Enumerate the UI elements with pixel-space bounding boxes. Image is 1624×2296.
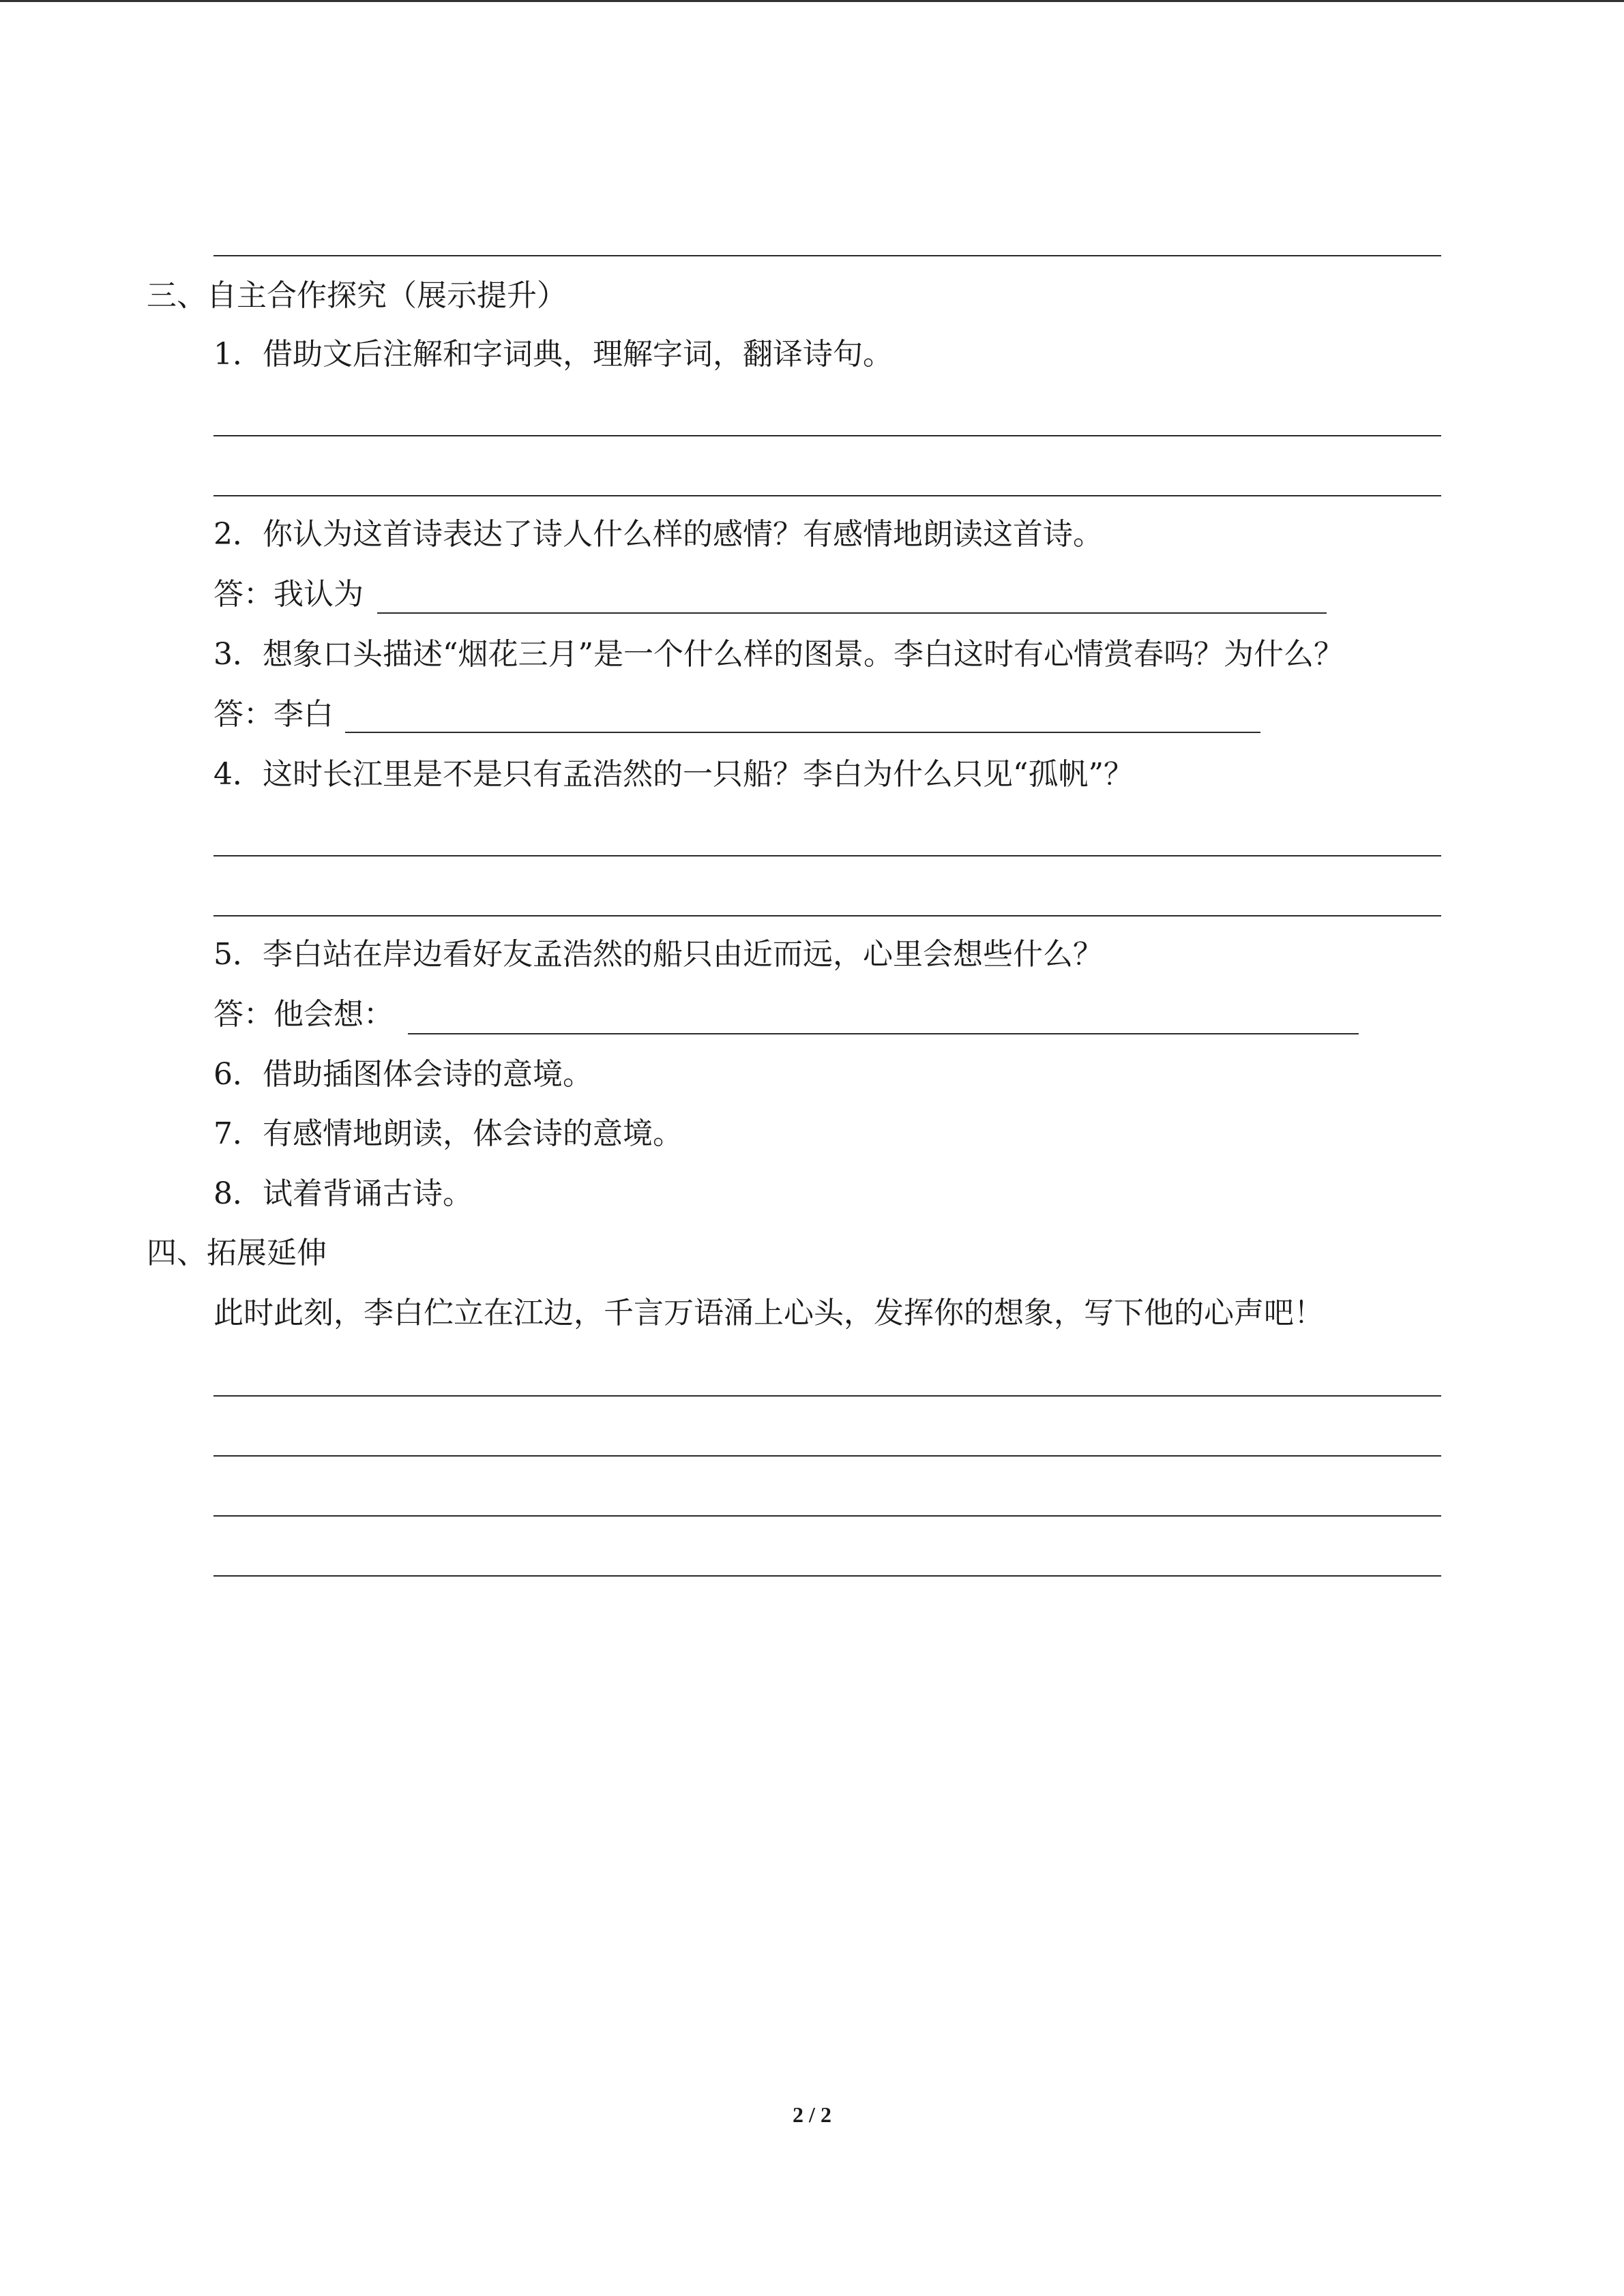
question-7: 7．有感情地朗读，体会诗的意境。 bbox=[213, 1116, 683, 1151]
answer-2-line[interactable] bbox=[377, 612, 1327, 614]
question-5: 5．李白站在岸边看好友孟浩然的船只由近而远，心里会想些什么？ bbox=[213, 937, 1103, 972]
section-heading-4: 四、拓展延伸 bbox=[147, 1236, 327, 1270]
question-1: 1．借助文后注解和字词典，理解字词，翻译诗句。 bbox=[213, 337, 893, 372]
answer-3-prefix: 答：李白 bbox=[213, 697, 334, 732]
section-heading-3: 三、自主合作探究（展示提升） bbox=[147, 278, 567, 313]
answer-line[interactable] bbox=[213, 495, 1441, 496]
answer-line[interactable] bbox=[213, 435, 1441, 436]
answer-2-prefix: 答：我认为 bbox=[213, 577, 364, 612]
page-number: 2 / 2 bbox=[793, 2102, 831, 2127]
answer-5-line[interactable] bbox=[408, 1033, 1359, 1034]
question-6: 6．借助插图体会诗的意境。 bbox=[213, 1057, 593, 1092]
question-3: 3．想象口头描述“烟花三月”是一个什么样的图景。李白这时有心情赏春吗？为什么？ bbox=[213, 637, 1344, 672]
answer-line[interactable] bbox=[213, 855, 1441, 856]
question-2: 2．你认为这首诗表达了诗人什么样的感情？有感情地朗读这首诗。 bbox=[213, 517, 1103, 552]
answer-5-prefix: 答：他会想： bbox=[213, 997, 394, 1032]
answer-3-line[interactable] bbox=[345, 732, 1260, 733]
answer-line[interactable] bbox=[213, 915, 1441, 916]
answer-line[interactable] bbox=[213, 1455, 1441, 1457]
answer-line[interactable] bbox=[213, 255, 1441, 256]
answer-line[interactable] bbox=[213, 1515, 1441, 1517]
extension-prompt: 此时此刻，李白伫立在江边，千言万语涌上心头，发挥你的想象，写下他的心声吧！ bbox=[213, 1296, 1324, 1330]
top-border bbox=[0, 0, 1624, 2]
question-8: 8．试着背诵古诗。 bbox=[213, 1176, 473, 1211]
question-4: 4．这时长江里是不是只有孟浩然的一只船？李白为什么只见“孤帆”？ bbox=[213, 757, 1134, 792]
answer-line[interactable] bbox=[213, 1575, 1441, 1577]
answer-line[interactable] bbox=[213, 1395, 1441, 1397]
